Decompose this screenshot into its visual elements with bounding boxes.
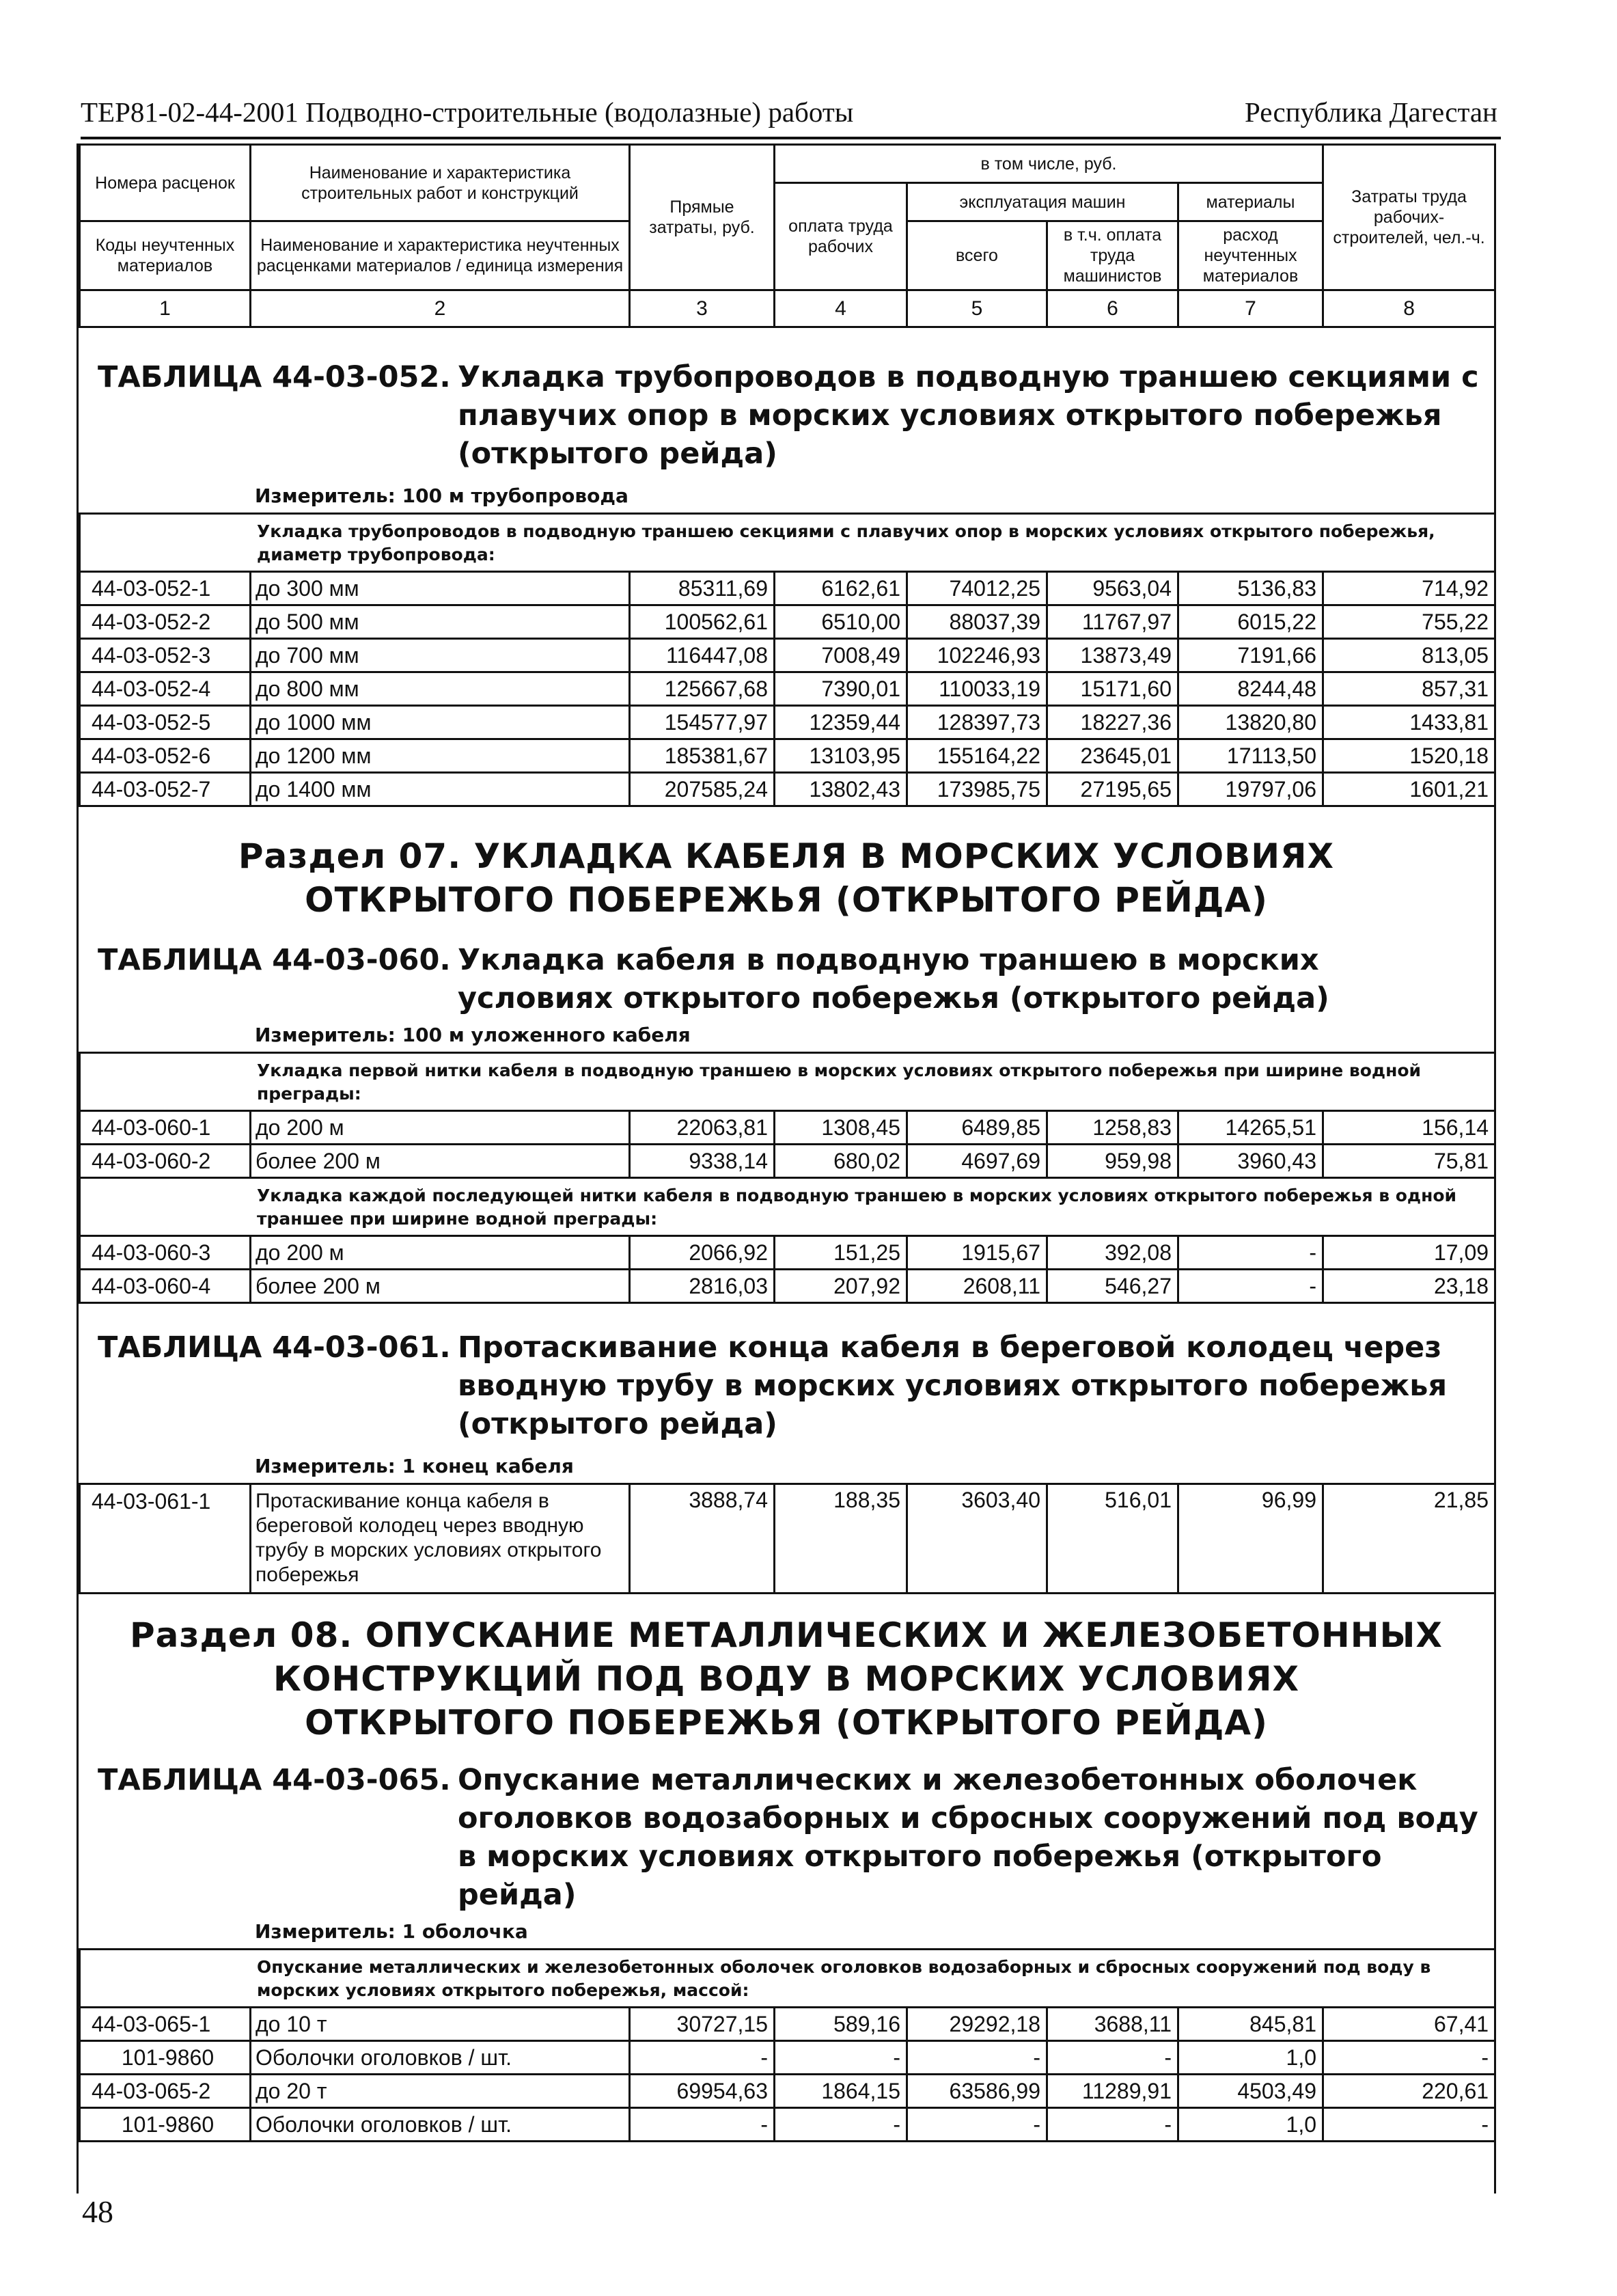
content-frame: [77, 144, 1496, 2194]
machinists-wages: 959,98: [1047, 1145, 1178, 1178]
table-row: [80, 706, 1495, 739]
labor-hours: 1433,81: [1323, 706, 1495, 739]
rate-name: до 200 м: [251, 1236, 630, 1270]
header-number: 7: [1178, 290, 1323, 327]
direct-costs: 125667,68: [630, 672, 775, 706]
rate-code: 44-03-052-3: [80, 639, 251, 672]
labor-hours: 1601,21: [1323, 773, 1495, 806]
table-code: ТАБЛИЦА 44-03-052.: [98, 360, 451, 394]
wages: 188,35: [775, 1484, 907, 1594]
table-065-block: [79, 1745, 1494, 1948]
section-line: КОНСТРУКЦИЙ ПОД ВОДУ В МОРСКИХ УСЛОВИЯХ: [273, 1659, 1300, 1699]
machines-total: 3603,40: [907, 1484, 1047, 1594]
machinists-wages: 23645,01: [1047, 739, 1178, 773]
wages: 207,92: [775, 1270, 907, 1303]
rate-code: 44-03-052-5: [80, 706, 251, 739]
machinists-wages: 11289,91: [1047, 2075, 1178, 2108]
machines-total: 4697,69: [907, 1145, 1047, 1178]
wages: 6510,00: [775, 605, 907, 639]
table-052-data: [79, 512, 1496, 807]
machinists-wages: 11767,97: [1047, 605, 1178, 639]
header-wages: оплата труда рабочих: [775, 183, 907, 290]
direct-costs: 85311,69: [630, 572, 775, 605]
group-subtitle: Укладка первой нитки кабеля в подводную траншею в морских условиях открытого побережья при ширине водной преграды:: [80, 1053, 1495, 1111]
direct-costs: 69954,63: [630, 2075, 775, 2108]
rate-name: более 200 м: [251, 1270, 630, 1303]
wages: 7390,01: [775, 672, 907, 706]
header-number: 1: [80, 290, 251, 327]
table-row: [80, 2041, 1495, 2075]
header-rule: [81, 137, 1501, 139]
rate-name: Протаскивание конца кабеля в береговой колодец через вводную трубу в морских условиях открытого побережья: [251, 1484, 630, 1594]
material-name: Оболочки оголовков / шт.: [251, 2041, 630, 2075]
materials: -: [1178, 1270, 1323, 1303]
header-direct-costs: Прямые затраты, руб.: [630, 145, 775, 290]
rate-name: до 1200 мм: [251, 739, 630, 773]
rate-code: 44-03-060-1: [80, 1111, 251, 1145]
machinists-wages: 1258,83: [1047, 1111, 1178, 1145]
wages: 13103,95: [775, 739, 907, 773]
rate-name: до 10 т: [251, 2008, 630, 2041]
labor-hours: 21,85: [1323, 1484, 1495, 1594]
rate-code: 44-03-052-7: [80, 773, 251, 806]
table-060-block: [79, 922, 1494, 1052]
machinists-wages: 18227,36: [1047, 706, 1178, 739]
header-number: 2: [251, 290, 630, 327]
rate-code: 44-03-061-1: [80, 1484, 251, 1594]
materials: 845,81: [1178, 2008, 1323, 2041]
table-code: ТАБЛИЦА 44-03-065.: [98, 1763, 451, 1797]
labor-hours: 17,09: [1323, 1236, 1495, 1270]
measure-unit: Измеритель: 100 м уложенного кабеля: [255, 1024, 691, 1046]
machinists-wages: 15171,60: [1047, 672, 1178, 706]
machinists-wages: 27195,65: [1047, 773, 1178, 806]
machines-total: 29292,18: [907, 2008, 1047, 2041]
materials: 1,0: [1178, 2108, 1323, 2142]
machines-total: 128397,73: [907, 706, 1047, 739]
header-number: 6: [1047, 290, 1178, 327]
header-labor-costs: Затраты труда рабочих-строителей, чел.-ч.: [1323, 145, 1495, 290]
machinists-wages: 3688,11: [1047, 2008, 1178, 2041]
machines-total: 173985,75: [907, 773, 1047, 806]
wages: 680,02: [775, 1145, 907, 1178]
direct-costs: -: [630, 2041, 775, 2075]
wages: 6162,61: [775, 572, 907, 605]
machines-total: 88037,39: [907, 605, 1047, 639]
direct-costs: 207585,24: [630, 773, 775, 806]
header-machinists-wages: в т.ч. оплата труда машинистов: [1047, 221, 1178, 290]
header-number: 8: [1323, 290, 1495, 327]
direct-costs: 116447,08: [630, 639, 775, 672]
table-row: [80, 2108, 1495, 2142]
rate-code: 44-03-060-2: [80, 1145, 251, 1178]
header-col2-bottom: Наименование и характеристика неучтенных расценками материалов / единица измерения: [251, 221, 630, 290]
table-title: [79, 941, 1494, 1017]
materials: 13820,80: [1178, 706, 1323, 739]
machinists-wages: 546,27: [1047, 1270, 1178, 1303]
direct-costs: 2066,92: [630, 1236, 775, 1270]
labor-hours: 220,61: [1323, 2075, 1495, 2108]
rate-code: 44-03-052-1: [80, 572, 251, 605]
header-number: 5: [907, 290, 1047, 327]
labor-hours: 1520,18: [1323, 739, 1495, 773]
material-name: Оболочки оголовков / шт.: [251, 2108, 630, 2142]
group-subtitle: Укладка трубопроводов в подводную траншею секциями с плавучих опор в морских условиях открытого побережья, диаметр трубопровода:: [80, 514, 1495, 572]
rate-name: до 20 т: [251, 2075, 630, 2108]
labor-hours: -: [1323, 2041, 1495, 2075]
wages: -: [775, 2041, 907, 2075]
materials: 3960,43: [1178, 1145, 1323, 1178]
group-subtitle: Опускание металлических и железобетонных оболочек оголовков водозаборных и сбросных сооружений под воду в морских условиях открытого побережья, массой:: [80, 1950, 1495, 2008]
materials: 19797,06: [1178, 773, 1323, 806]
rate-code: 44-03-060-3: [80, 1236, 251, 1270]
rate-name: более 200 м: [251, 1145, 630, 1178]
table-052-block: [79, 328, 1494, 512]
table-title: [79, 358, 1494, 473]
rate-name: до 700 мм: [251, 639, 630, 672]
table-060-data: [79, 1052, 1496, 1304]
direct-costs: 154577,97: [630, 706, 775, 739]
materials: 17113,50: [1178, 739, 1323, 773]
table-code: ТАБЛИЦА 44-03-060.: [98, 943, 451, 977]
materials: 6015,22: [1178, 605, 1323, 639]
header-col1-top: Номера расценок: [80, 145, 251, 221]
rate-code: 44-03-052-4: [80, 672, 251, 706]
table-row: [80, 2008, 1495, 2041]
rate-code: 44-03-065-2: [80, 2075, 251, 2108]
direct-costs: 30727,15: [630, 2008, 775, 2041]
table-name: Укладка кабеля в подводную траншею в морских условиях открытого побережья (открытого рейда): [458, 943, 1329, 1015]
section-line: Раздел 08. ОПУСКАНИЕ МЕТАЛЛИЧЕСКИХ И ЖЕЛЕЗОБЕТОННЫХ: [130, 1615, 1443, 1655]
header-machines-total: всего: [907, 221, 1047, 290]
header-materials: материалы: [1178, 183, 1323, 221]
table-row: [80, 1111, 1495, 1145]
header-col1-bottom: Коды неучтенных материалов: [80, 221, 251, 290]
rate-name: до 200 м: [251, 1111, 630, 1145]
material-code: 101-9860: [80, 2108, 251, 2142]
running-header-title: ТЕР81-02-44-2001 Подводно-строительные (водолазные) работы: [81, 96, 854, 128]
labor-hours: 67,41: [1323, 2008, 1495, 2041]
section-07-heading: [79, 834, 1494, 922]
table-code: ТАБЛИЦА 44-03-061.: [98, 1330, 451, 1365]
direct-costs: 22063,81: [630, 1111, 775, 1145]
machinists-wages: -: [1047, 2108, 1178, 2142]
table-061-data: [79, 1483, 1496, 1594]
header-machines: эксплуатация машин: [907, 183, 1178, 221]
table-065-data: [79, 1948, 1496, 2142]
machinists-wages: 9563,04: [1047, 572, 1178, 605]
materials: 14265,51: [1178, 1111, 1323, 1145]
machines-total: -: [907, 2108, 1047, 2142]
machinists-wages: 516,01: [1047, 1484, 1178, 1594]
materials: 5136,83: [1178, 572, 1323, 605]
measure-unit: Измеритель: 1 оболочка: [255, 1920, 528, 1943]
page-number: 48: [82, 2194, 113, 2229]
wages: 151,25: [775, 1236, 907, 1270]
wages: -: [775, 2108, 907, 2142]
table-row: [80, 2075, 1495, 2108]
rate-name: до 300 мм: [251, 572, 630, 605]
wages: 1864,15: [775, 2075, 907, 2108]
machines-total: 155164,22: [907, 739, 1047, 773]
direct-costs: 100562,61: [630, 605, 775, 639]
section-08-heading: [79, 1613, 1494, 1745]
direct-costs: 9338,14: [630, 1145, 775, 1178]
header-number: 3: [630, 290, 775, 327]
direct-costs: 3888,74: [630, 1484, 775, 1594]
running-header-region: Республика Дагестан: [1245, 96, 1497, 128]
machinists-wages: 13873,49: [1047, 639, 1178, 672]
table-row: [80, 739, 1495, 773]
labor-hours: 755,22: [1323, 605, 1495, 639]
rate-name: до 1400 мм: [251, 773, 630, 806]
table-title: [79, 1761, 1494, 1914]
column-header-table: [79, 144, 1496, 328]
section-line: ОТКРЫТОГО ПОБЕРЕЖЬЯ (ОТКРЫТОГО РЕЙДА): [305, 1703, 1268, 1742]
machinists-wages: -: [1047, 2041, 1178, 2075]
table-name: Протаскивание конца кабеля в береговой колодец через вводную трубу в морских условиях открытого побережья (открытого рейда): [458, 1330, 1448, 1441]
labor-hours: 156,14: [1323, 1111, 1495, 1145]
table-061-block: [79, 1304, 1494, 1483]
wages: 1308,45: [775, 1111, 907, 1145]
table-row: [80, 1236, 1495, 1270]
table-row: [80, 605, 1495, 639]
table-title: [79, 1328, 1494, 1443]
table-row: [80, 672, 1495, 706]
materials: 7191,66: [1178, 639, 1323, 672]
table-row: [80, 572, 1495, 605]
materials: 1,0: [1178, 2041, 1323, 2075]
labor-hours: -: [1323, 2108, 1495, 2142]
table-name: Опускание металлических и железобетонных оболочек оголовков водозаборных и сбросных сооружений под воду в морских условиях открытого побережья (открытого рейда): [458, 1763, 1478, 1912]
labor-hours: 714,92: [1323, 572, 1495, 605]
machines-total: 74012,25: [907, 572, 1047, 605]
machines-total: 2608,11: [907, 1270, 1047, 1303]
machines-total: 110033,19: [907, 672, 1047, 706]
table-row: [80, 1145, 1495, 1178]
direct-costs: 2816,03: [630, 1270, 775, 1303]
table-name: Укладка трубопроводов в подводную траншею секциями с плавучих опор в морских условиях открытого побережья (открытого рейда): [458, 360, 1479, 471]
machinists-wages: 392,08: [1047, 1236, 1178, 1270]
materials: 8244,48: [1178, 672, 1323, 706]
header-col2-top: Наименование и характеристика строительных работ и конструкций: [251, 145, 630, 221]
section-line: Раздел 07. УКЛАДКА КАБЕЛЯ В МОРСКИХ УСЛОВИЯХ: [238, 836, 1335, 876]
running-header: [81, 87, 1497, 135]
header-including: в том числе, руб.: [775, 145, 1323, 183]
machines-total: 6489,85: [907, 1111, 1047, 1145]
header-number: 4: [775, 290, 907, 327]
labor-hours: 23,18: [1323, 1270, 1495, 1303]
machines-total: -: [907, 2041, 1047, 2075]
materials: 4503,49: [1178, 2075, 1323, 2108]
rate-code: 44-03-060-4: [80, 1270, 251, 1303]
table-row: [80, 773, 1495, 806]
table-row: [80, 639, 1495, 672]
labor-hours: 75,81: [1323, 1145, 1495, 1178]
table-row: [80, 1484, 1495, 1594]
measure-unit: Измеритель: 100 м трубопровода: [255, 484, 628, 507]
group-subtitle: Укладка каждой последующей нитки кабеля в подводную траншею в морских условиях открытого побережья в одной траншее при ширине водной преграды:: [80, 1178, 1495, 1236]
wages: 589,16: [775, 2008, 907, 2041]
wages: 13802,43: [775, 773, 907, 806]
measure-unit: Измеритель: 1 конец кабеля: [255, 1455, 574, 1477]
labor-hours: 857,31: [1323, 672, 1495, 706]
rate-name: до 800 мм: [251, 672, 630, 706]
wages: 12359,44: [775, 706, 907, 739]
material-code: 101-9860: [80, 2041, 251, 2075]
machines-total: 63586,99: [907, 2075, 1047, 2108]
direct-costs: -: [630, 2108, 775, 2142]
rate-code: 44-03-052-6: [80, 739, 251, 773]
table-row: [80, 1270, 1495, 1303]
rate-code: 44-03-065-1: [80, 2008, 251, 2041]
materials: -: [1178, 1236, 1323, 1270]
rate-name: до 1000 мм: [251, 706, 630, 739]
materials: 96,99: [1178, 1484, 1323, 1594]
rate-code: 44-03-052-2: [80, 605, 251, 639]
rate-name: до 500 мм: [251, 605, 630, 639]
wages: 7008,49: [775, 639, 907, 672]
machines-total: 1915,67: [907, 1236, 1047, 1270]
header-unaccounted-materials: расход неучтенных материалов: [1178, 221, 1323, 290]
machines-total: 102246,93: [907, 639, 1047, 672]
labor-hours: 813,05: [1323, 639, 1495, 672]
direct-costs: 185381,67: [630, 739, 775, 773]
section-line: ОТКРЫТОГО ПОБЕРЕЖЬЯ (ОТКРЫТОГО РЕЙДА): [305, 880, 1268, 920]
